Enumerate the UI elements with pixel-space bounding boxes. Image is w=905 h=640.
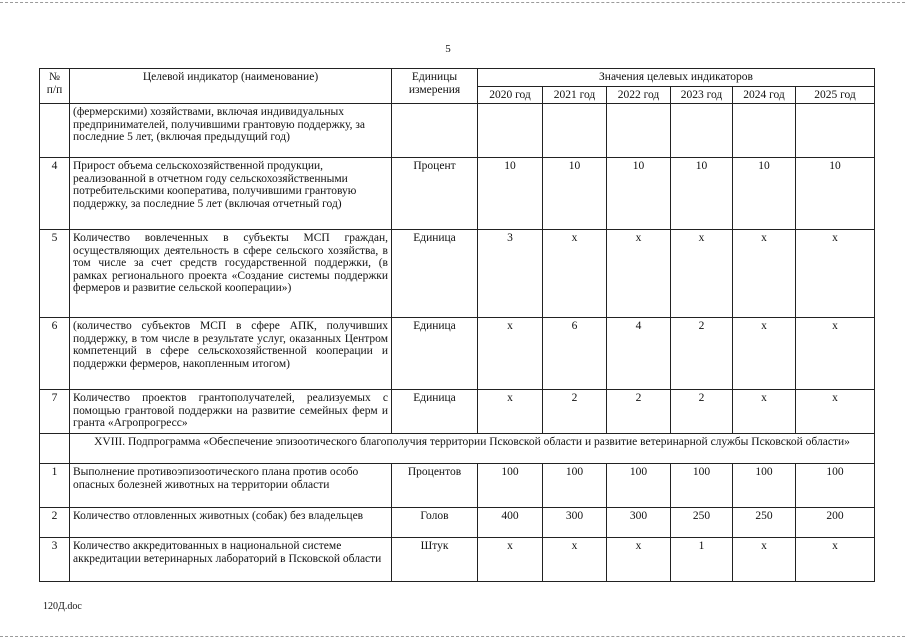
section-title: XVIII. Подпрограмма «Обеспечение эпизоотического благополучия территории Псковской области и развитие ветеринарной службы Псковской области» — [70, 434, 875, 464]
header-values-group: Значения целевых индикаторов — [478, 69, 875, 87]
row-indicator-name: (количество субъектов МСП в сфере АПК, получивших поддержку, в том числе в результате услуг, оказанных Центром компетенций в сфере сельскохозяйственной кооперации и поддержки фермеров, накопленным итогом) — [70, 318, 392, 390]
row-value: 250 — [733, 508, 796, 538]
row-value: x — [733, 538, 796, 582]
row-value: 2 — [671, 318, 733, 390]
row-value: 300 — [543, 508, 607, 538]
header-year: 2022 год — [607, 86, 671, 104]
row-value: 2 — [543, 390, 607, 434]
row-value: x — [607, 230, 671, 318]
row-value: 100 — [796, 464, 875, 508]
row-indicator-name: Количество проектов грантополучателей, реализуемых с помощью грантовой поддержки на развитие семейных ферм и гранта «Агропрогресс» — [70, 390, 392, 434]
row-value: 300 — [607, 508, 671, 538]
row-value: x — [543, 538, 607, 582]
row-unit: Единица — [392, 390, 478, 434]
row-value: 1 — [671, 538, 733, 582]
row-value: 10 — [478, 158, 543, 230]
footer-filename: 120Д.doc — [43, 601, 82, 612]
indicator-table — [39, 68, 875, 582]
row-value: x — [796, 538, 875, 582]
row-value: 100 — [733, 464, 796, 508]
row-value: x — [733, 390, 796, 434]
row-indicator-name: Количество аккредитованных в национальной системе аккредитации ветеринарных лабораторий в Псковской области — [70, 538, 392, 582]
row-value — [733, 104, 796, 158]
row-indicator-name: Количество вовлеченных в субъекты МСП граждан, осуществляющих деятельность в сфере сельского хозяйства, в том числе за счет средств государственной поддержки, (в рамках регионального проекта «Создание системы поддержки фермеров и развитие сельской кооперации») — [70, 230, 392, 318]
row-value — [796, 104, 875, 158]
row-num: 6 — [40, 318, 70, 390]
scan-edge-top — [0, 2, 905, 3]
row-num: 4 — [40, 158, 70, 230]
row-unit — [392, 104, 478, 158]
row-value: 2 — [671, 390, 733, 434]
row-value: x — [478, 390, 543, 434]
row-value: x — [733, 230, 796, 318]
row-num: 5 — [40, 230, 70, 318]
row-value: 10 — [543, 158, 607, 230]
row-value: x — [543, 230, 607, 318]
row-num: 2 — [40, 508, 70, 538]
header-year: 2020 год — [478, 86, 543, 104]
row-unit: Единица — [392, 318, 478, 390]
row-value: x — [671, 230, 733, 318]
row-unit: Штук — [392, 538, 478, 582]
row-value — [607, 104, 671, 158]
row-indicator-name: Выполнение противоэпизоотического плана против особо опасных болезней животных на территории области — [70, 464, 392, 508]
row-value: 2 — [607, 390, 671, 434]
header-units: Единицы измерения — [392, 69, 478, 104]
row-num — [40, 104, 70, 158]
section-row — [40, 434, 875, 464]
row-value: 4 — [607, 318, 671, 390]
row-value: 400 — [478, 508, 543, 538]
table-row — [40, 390, 875, 434]
row-value: 10 — [607, 158, 671, 230]
table-row — [40, 104, 875, 158]
header-indicator: Целевой индикатор (наименование) — [70, 69, 392, 104]
row-unit: Процент — [392, 158, 478, 230]
row-value: 10 — [671, 158, 733, 230]
header-year: 2024 год — [733, 86, 796, 104]
header-year: 2025 год — [796, 86, 875, 104]
header-year: 2023 год — [671, 86, 733, 104]
row-value — [671, 104, 733, 158]
row-value: x — [478, 318, 543, 390]
row-value: 250 — [671, 508, 733, 538]
row-value: x — [796, 230, 875, 318]
section-num-empty — [40, 434, 70, 464]
table-row — [40, 158, 875, 230]
scan-edge-bottom — [0, 636, 905, 637]
row-indicator-name: Прирост объема сельскохозяйственной продукции, реализованной в отчетном году сельскохозяйственными потребительскими кооператива, получившими грантовую поддержку, за последние 5 лет (включая отчетный год) — [70, 158, 392, 230]
row-value: x — [733, 318, 796, 390]
row-value: 100 — [671, 464, 733, 508]
header-num: № п/п — [40, 69, 70, 104]
page-number: 5 — [445, 43, 451, 55]
row-value: x — [478, 538, 543, 582]
row-unit: Голов — [392, 508, 478, 538]
row-value: 10 — [796, 158, 875, 230]
row-value — [478, 104, 543, 158]
row-value: x — [796, 318, 875, 390]
header-year: 2021 год — [543, 86, 607, 104]
row-value: 100 — [607, 464, 671, 508]
row-value: 100 — [543, 464, 607, 508]
row-value: 3 — [478, 230, 543, 318]
row-value: 200 — [796, 508, 875, 538]
row-value: x — [607, 538, 671, 582]
table-row — [40, 230, 875, 318]
row-value — [543, 104, 607, 158]
table-row — [40, 538, 875, 582]
row-indicator-name: (фермерскими) хозяйствами, включая индивидуальных предпринимателей, получившими грантовую поддержку, за последние 5 лет, (включая предыдущий год) — [70, 104, 392, 158]
table-row — [40, 318, 875, 390]
header-row-top — [40, 69, 875, 87]
row-value: x — [796, 390, 875, 434]
row-num: 3 — [40, 538, 70, 582]
row-unit: Единица — [392, 230, 478, 318]
row-indicator-name: Количество отловленных животных (собак) без владельцев — [70, 508, 392, 538]
table-row — [40, 508, 875, 538]
row-value: 6 — [543, 318, 607, 390]
table-row — [40, 464, 875, 508]
row-num: 7 — [40, 390, 70, 434]
row-value: 10 — [733, 158, 796, 230]
row-num: 1 — [40, 464, 70, 508]
row-unit: Процентов — [392, 464, 478, 508]
row-value: 100 — [478, 464, 543, 508]
